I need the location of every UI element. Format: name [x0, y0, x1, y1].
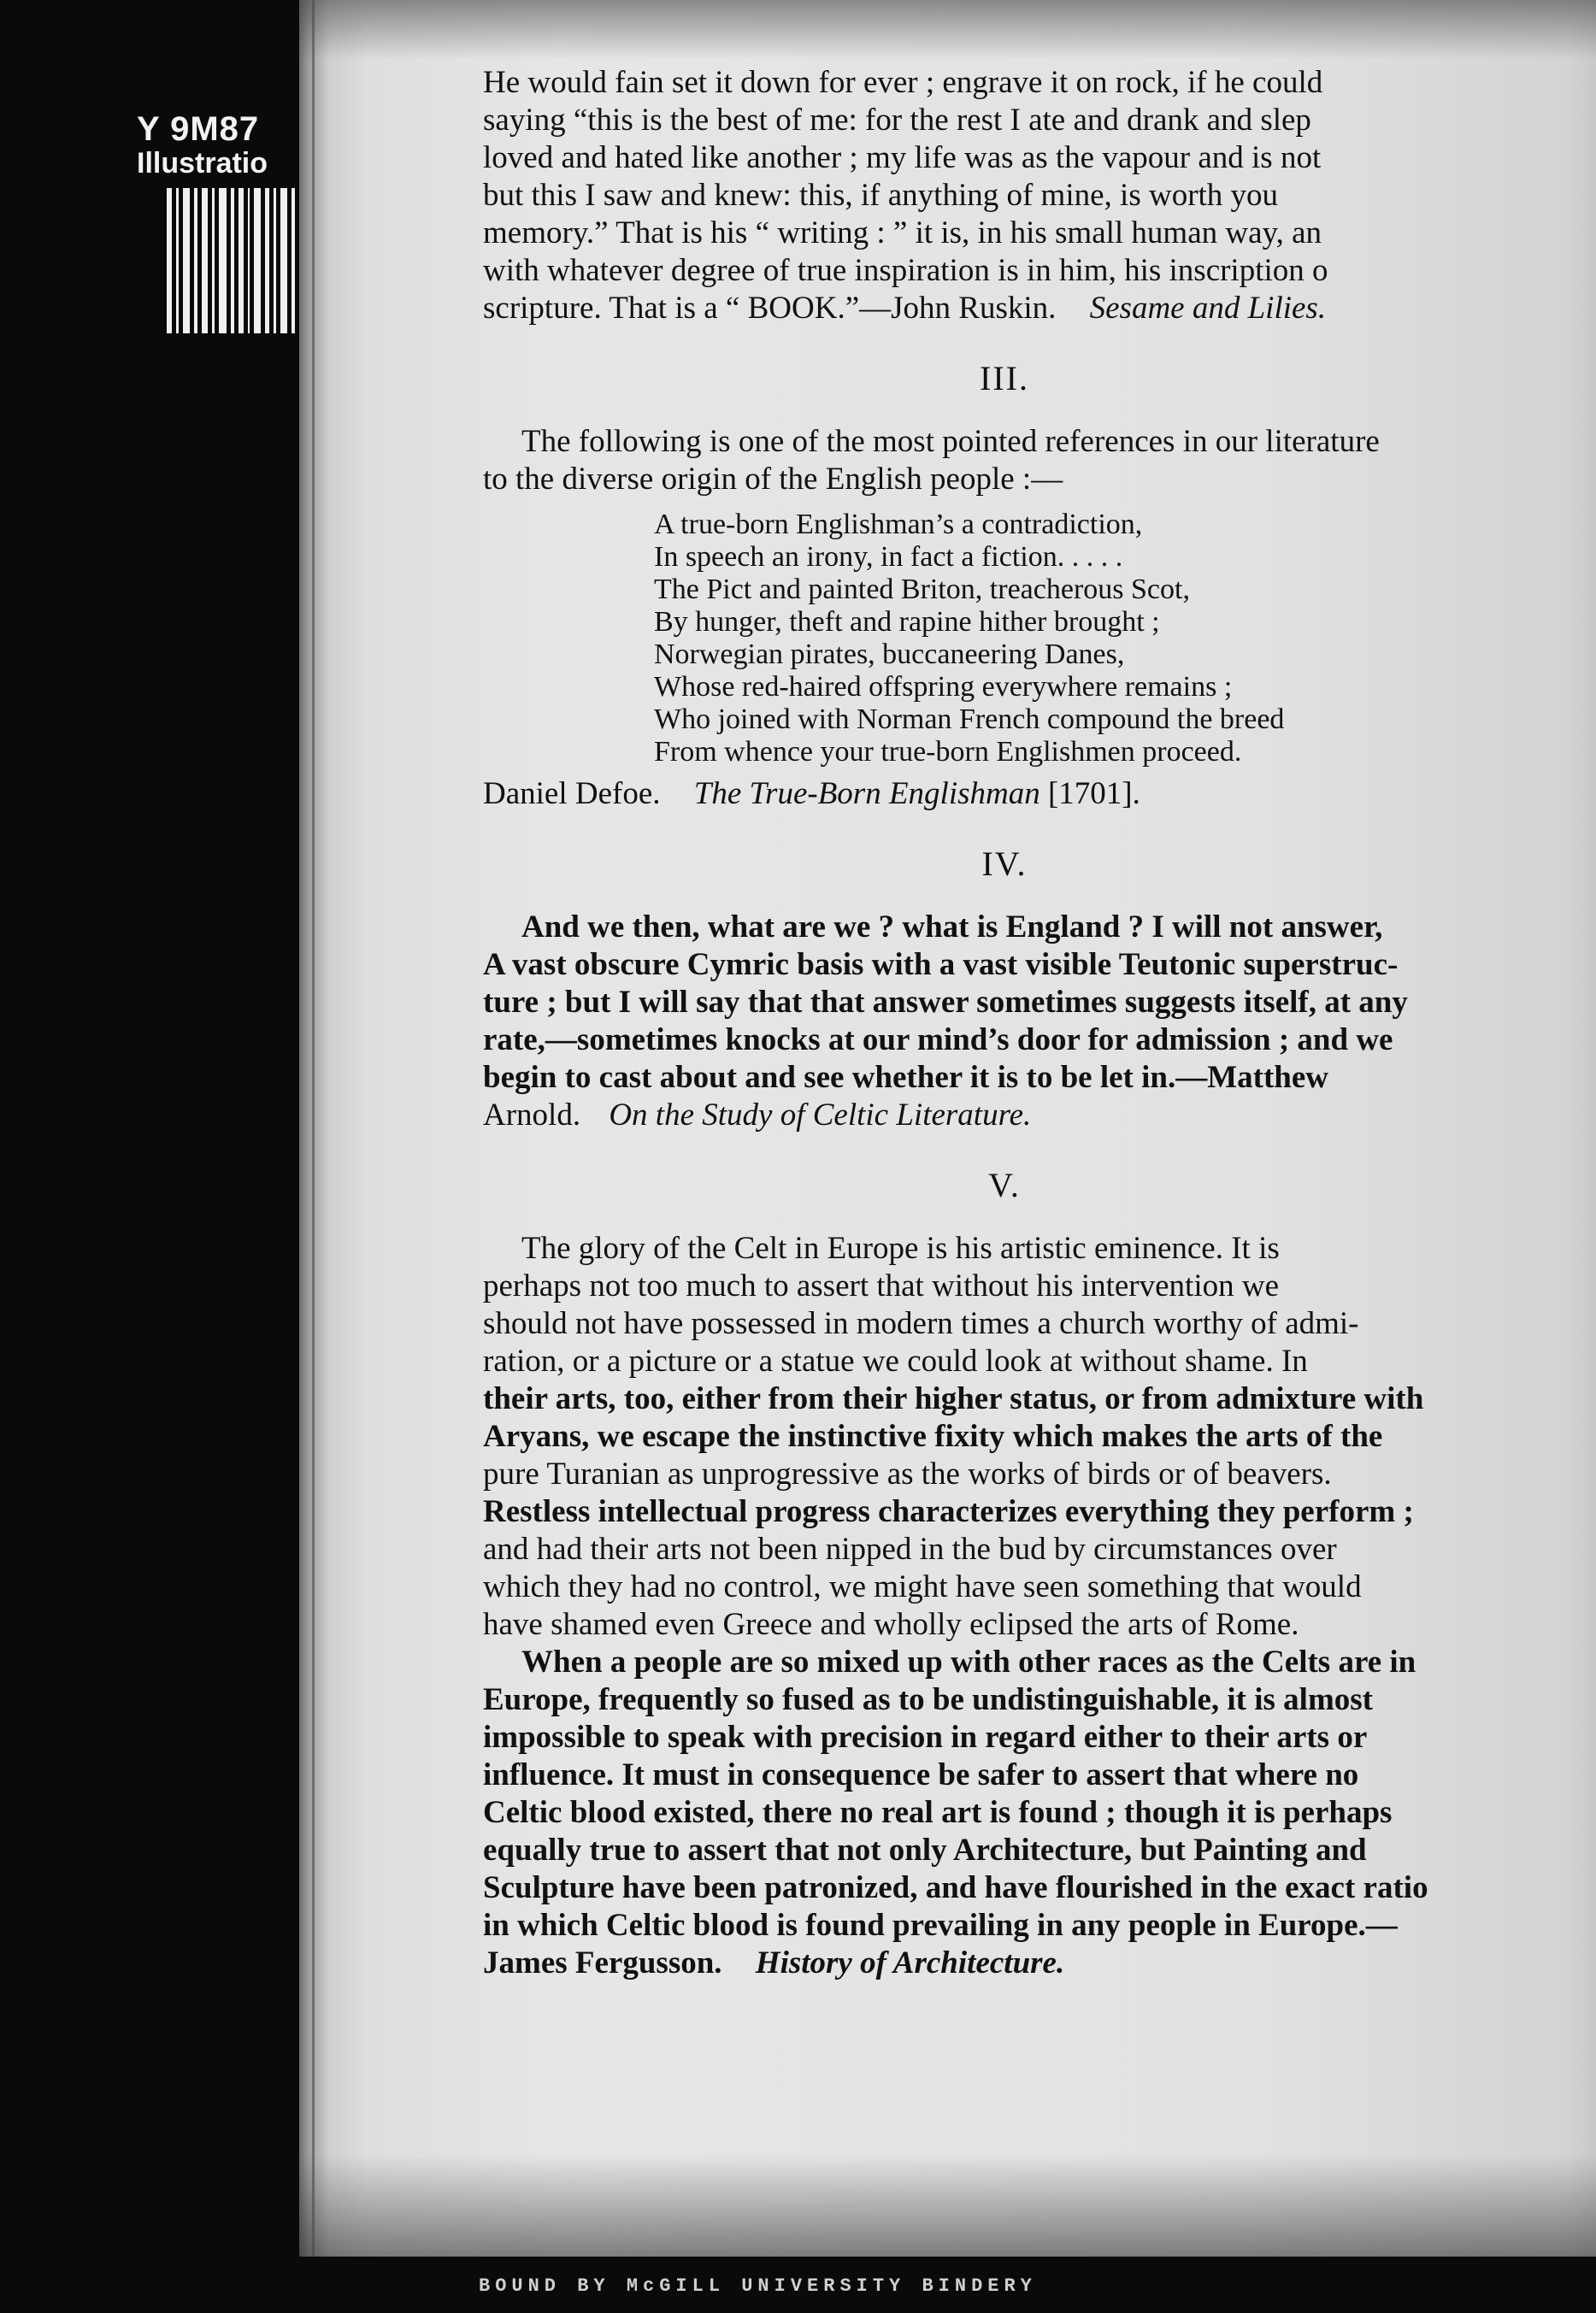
- text-line: A vast obscure Cymric basis with a vast visible Teutonic superstruc-: [483, 947, 1399, 982]
- attribution-text: Daniel Defoe.: [483, 776, 661, 811]
- text-line: Aryans, we escape the instinctive fixity which makes the arts of the: [483, 1419, 1383, 1454]
- poem-line: From whence your true-born Englishmen proceed.: [654, 736, 1242, 768]
- poem-line: Who joined with Norman French compound the breed: [654, 703, 1285, 735]
- attribution-text: James Fergusson.: [483, 1945, 722, 1980]
- text-line: to the diverse origin of the English people :—: [483, 462, 1063, 497]
- text-line: should not have possessed in modern times a church worthy of admi-: [483, 1306, 1359, 1341]
- poem-line: Norwegian pirates, buccaneering Danes,: [654, 639, 1125, 670]
- section-iv: [483, 909, 1594, 1134]
- text-line: He would fain set it down for ever ; engrave it on rock, if he could: [483, 65, 1323, 100]
- text-line: influence. It must in consequence be safer to assert that where no: [483, 1757, 1359, 1792]
- paragraph: [483, 1230, 1594, 1644]
- source-title: Sesame and Lilies.: [1089, 291, 1327, 326]
- text-line: ture ; but I will say that that answer sometimes suggests itself, at any: [483, 985, 1408, 1020]
- text-line: Celtic blood existed, there no real art is found ; though it is perhaps: [483, 1795, 1393, 1830]
- text-line: but this I saw and knew: this, if anything of mine, is worth you: [483, 178, 1279, 213]
- page-gutter: [312, 0, 315, 2257]
- poem-block: [483, 509, 1594, 768]
- text-line: memory.” That is his “ writing : ” it is, in his small human way, an: [483, 215, 1322, 250]
- source-year: [1701].: [1047, 776, 1140, 811]
- label-title: Illustratio: [137, 147, 268, 180]
- text-line: have shamed even Greece and wholly eclipsed the arts of Rome.: [483, 1607, 1299, 1642]
- barcode-icon: [167, 188, 295, 333]
- poem-line: By hunger, theft and rapine hither brought ;: [654, 606, 1160, 638]
- attribution-text: Arnold.: [483, 1098, 581, 1133]
- poem-line: In speech an irony, in fact a fiction. . . . .: [654, 541, 1123, 573]
- text-line: begin to cast about and see whether it is to be let in.—Matthew: [483, 1060, 1329, 1095]
- source-title: The True-Born Englishman: [693, 776, 1040, 811]
- source-title: On the Study of Celtic Literature.: [609, 1098, 1032, 1133]
- poem-line: Whose red-haired offspring everywhere remains ;: [654, 671, 1233, 703]
- text-line: which they had no control, we might have seen something that would: [483, 1569, 1362, 1604]
- text-line: perhaps not too much to assert that without his intervention we: [483, 1268, 1279, 1304]
- attribution-line: [483, 1945, 1594, 1982]
- text-line: and had their arts not been nipped in the bud by circumstances over: [483, 1532, 1337, 1567]
- text-line: rate,—sometimes knocks at our mind’s door for admission ; and we: [483, 1022, 1393, 1057]
- text-line: The following is one of the most pointed references in our literature: [521, 424, 1380, 459]
- text-line: Sculpture have been patronized, and have flourished in the exact ratio: [483, 1870, 1428, 1905]
- text-line: in which Celtic blood is found prevailing in any people in Europe.—: [483, 1908, 1398, 1943]
- section-v: [483, 1230, 1594, 1982]
- section-heading: V.: [988, 1166, 1021, 1204]
- source-title: History of Architecture.: [755, 1945, 1065, 1980]
- text-line: loved and hated like another ; my life was as the vapour and is not: [483, 140, 1322, 175]
- text-line: ration, or a picture or a statue we could look at without shame. In: [483, 1344, 1308, 1379]
- text-line: impossible to speak with precision in regard either to their arts or: [483, 1720, 1368, 1755]
- poem-line: A true-born Englishman’s a contradiction,: [654, 509, 1143, 540]
- text-line: pure Turanian as unprogressive as the works of birds or of beavers.: [483, 1457, 1332, 1492]
- text-line: their arts, too, either from their higher status, or from admixture with: [483, 1381, 1424, 1416]
- section-ii-tail: [483, 64, 1594, 327]
- text-line: equally true to assert that not only Architecture, but Painting and: [483, 1833, 1367, 1868]
- attribution-line: [483, 1097, 1594, 1134]
- text-line: When a people are so mixed up with other races as the Celts are in: [521, 1645, 1416, 1680]
- section-heading: III.: [980, 359, 1029, 397]
- attribution-line: [483, 290, 1594, 327]
- text-line: with whatever degree of true inspiration is in him, his inscription o: [483, 253, 1328, 288]
- call-number: Y 9M87: [137, 110, 260, 148]
- page-shadow: [299, 2154, 1596, 2257]
- paragraph: [483, 1644, 1594, 1982]
- text-line: The glory of the Celt in Europe is his artistic eminence. It is: [521, 1231, 1280, 1266]
- text-line: Europe, frequently so fused as to be undistinguishable, it is almost: [483, 1682, 1373, 1717]
- section-heading: IV.: [981, 845, 1028, 883]
- attribution-line: [483, 775, 1594, 813]
- text-line: Restless intellectual progress characterizes everything they perform ;: [483, 1494, 1414, 1529]
- catalog-label: [137, 111, 308, 180]
- binding-stamp: BOUND BY McGILL UNIVERSITY BINDERY: [479, 2275, 1037, 2297]
- page-text: [483, 64, 1594, 1982]
- poem-line: The Pict and painted Briton, treacherous Scot,: [654, 574, 1190, 605]
- text-line: saying “this is the best of me: for the rest I ate and drank and slep: [483, 103, 1311, 138]
- text-line: And we then, what are we ? what is England ? I will not answer,: [521, 909, 1383, 945]
- attribution-text: scripture. That is a “ BOOK.”—John Ruskin.: [483, 291, 1057, 326]
- section-iii: [483, 423, 1594, 813]
- page-shadow: [299, 0, 1596, 60]
